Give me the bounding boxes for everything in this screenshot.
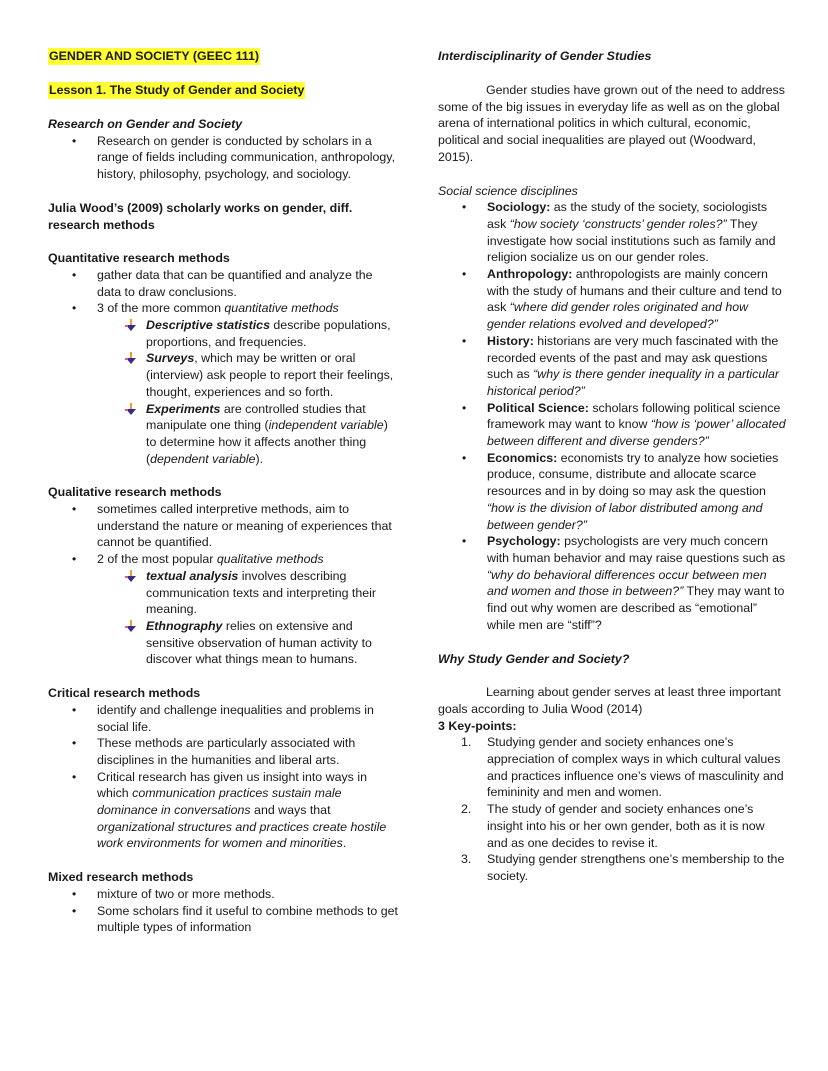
list-item: • Critical research has given us insight into ways in which communication practices sustain male dominance in conversations and ways that organizational structures and practices create hostile work environments for women and minorities. bbox=[72, 769, 387, 851]
quantitative-list bbox=[48, 267, 398, 317]
list-item: • Economics: economists try to analyze how societies produce, consume, distribute and allocate scarce resources and in by doing so may ask the question “how is the division of labor distributed among and between gender?” bbox=[462, 450, 779, 532]
arrow-down-icon bbox=[125, 570, 137, 582]
arrow-down-icon bbox=[125, 319, 137, 331]
list-item: • Anthropology: anthropologists are mainly concern with the study of humans and their culture and tend to ask “where did gender roles originated and how gender relations evolved and developed?” bbox=[462, 267, 782, 332]
social-science-heading: Social science disciplines bbox=[438, 183, 578, 198]
bullet-icon: • bbox=[72, 301, 77, 316]
list-item: • mixture of two or more methods. bbox=[72, 886, 275, 901]
bullet-icon: • bbox=[72, 133, 77, 148]
bullet-icon: • bbox=[462, 267, 467, 282]
arrow-down-icon bbox=[125, 620, 137, 632]
left-column bbox=[48, 48, 398, 936]
qualitative-methods-list bbox=[48, 568, 398, 668]
list-item: • 3 of the more common quantitative methods bbox=[72, 301, 339, 316]
document-title bbox=[48, 48, 398, 65]
right-column bbox=[438, 48, 788, 885]
list-item: 3. Studying gender strengthens one’s membership to the society. bbox=[461, 852, 785, 883]
bullet-icon: • bbox=[72, 769, 77, 784]
list-item: Descriptive statistics describe populations, proportions, and frequencies. bbox=[97, 317, 398, 350]
mixed-heading: Mixed research methods bbox=[48, 870, 194, 885]
list-item: • Research on gender is conducted by scholars in a range of fields including communication, anthropology, history, philosophy, psychology, and sociology. bbox=[72, 133, 396, 182]
list-item: • History: historians are very much fascinated with the recorded events of the past and may ask questions such as “why is there gender inequality in a particular historical period?” bbox=[462, 333, 780, 398]
research-list bbox=[48, 133, 398, 183]
bullet-icon: • bbox=[462, 534, 467, 549]
list-number: 2. bbox=[461, 802, 472, 817]
arrow-down-icon bbox=[125, 403, 137, 415]
qualitative-heading: Qualitative research methods bbox=[48, 485, 222, 500]
list-item: • gather data that can be quantified and analyze the data to draw conclusions. bbox=[72, 267, 373, 299]
lesson-title-text: Lesson 1. The Study of Gender and Society bbox=[49, 83, 305, 97]
disciplines-list bbox=[438, 199, 788, 633]
list-item: Ethnography relies on extensive and sensitive observation of human activity to discover what things mean to humans. bbox=[97, 618, 398, 668]
list-item: • These methods are particularly associated with disciplines in the humanities and liberal arts. bbox=[72, 736, 356, 767]
bullet-icon: • bbox=[72, 267, 77, 282]
bullet-icon: • bbox=[462, 400, 467, 415]
list-item: • Psychology: psychologists are very much concern with human behavior and may raise questions such as “why do behavioral differences occur between men and women and those in between?” They may want to find out why women are described as “emotional” while men are “stiff”? bbox=[462, 534, 786, 632]
list-item: 1. Studying gender and society enhances one’s appreciation of complex ways in which cultural values and practices influence one’s views of masculinity and femininity and men and women. bbox=[461, 735, 784, 800]
bullet-icon: • bbox=[72, 886, 77, 901]
arrow-down-icon bbox=[125, 352, 137, 364]
list-item: • Sociology: as the study of the society, sociologists ask “how society ‘constructs’ gender roles?” They investigate how social institutions such as family and religion socialize us on our gender roles. bbox=[462, 200, 776, 265]
bullet-icon: • bbox=[462, 333, 467, 348]
list-item: Surveys, which may be written or oral (interview) ask people to report their feelings, thought, experiences and so forth. bbox=[97, 350, 398, 400]
bullet-icon: • bbox=[462, 450, 467, 465]
list-item: • sometimes called interpretive methods, aim to understand the nature or meaning of experiences that cannot be quantified. bbox=[72, 502, 392, 550]
critical-list bbox=[48, 702, 398, 852]
lesson-title bbox=[48, 82, 398, 99]
qualitative-list bbox=[48, 501, 398, 568]
critical-heading: Critical research methods bbox=[48, 686, 201, 701]
document-title-text: GENDER AND SOCIETY (GEEC 111) bbox=[49, 49, 260, 63]
list-item: 2. The study of gender and society enhances one’s insight into his or her own gender, both as it is now and as one decides to revise it. bbox=[461, 802, 765, 850]
bullet-icon: • bbox=[462, 200, 467, 215]
interdisciplinarity-paragraph: Gender studies have grown out of the need to address some of the big issues in everyday life as well as on the global arena of international politics in which cultural, economic, political and social inequalities are played out (Woodward, 2015). bbox=[438, 83, 785, 164]
mixed-list bbox=[48, 886, 398, 936]
why-study-heading: Why Study Gender and Society? bbox=[438, 651, 630, 666]
list-number: 3. bbox=[461, 852, 472, 867]
list-item: textual analysis involves describing communication texts and interpreting their meaning. bbox=[97, 568, 398, 618]
quantitative-methods-list bbox=[48, 317, 398, 467]
julia-wood-heading: Julia Wood’s (2009) scholarly works on gender, diff. research methods bbox=[48, 200, 353, 232]
list-item: Experiments are controlled studies that manipulate one thing (independent variable) to determine how it affects another thing (dependent variable). bbox=[97, 401, 398, 468]
list-item: • 2 of the most popular qualitative methods bbox=[72, 552, 324, 567]
why-study-paragraph: Learning about gender serves at least three important goals according to Julia Wood (2014) bbox=[438, 685, 781, 716]
quantitative-heading: Quantitative research methods bbox=[48, 251, 230, 266]
interdisciplinarity-heading: Interdisciplinarity of Gender Studies bbox=[438, 49, 652, 63]
keypoints-list bbox=[438, 734, 788, 884]
bullet-icon: • bbox=[72, 552, 77, 567]
list-item: • identify and challenge inequalities and problems in social life. bbox=[72, 702, 374, 734]
bullet-icon: • bbox=[72, 702, 77, 717]
list-item: • Some scholars find it useful to combine methods to get multiple types of information bbox=[72, 903, 398, 935]
list-number: 1. bbox=[461, 735, 472, 750]
list-item: • Political Science: scholars following political science framework may want to know “how is ‘power’ allocated between different and diverse genders?” bbox=[462, 400, 786, 449]
bullet-icon: • bbox=[72, 502, 77, 517]
research-heading: Research on Gender and Society bbox=[48, 117, 243, 131]
keypoints-label: 3 Key-points: bbox=[438, 718, 517, 733]
bullet-icon: • bbox=[72, 736, 77, 751]
bullet-icon: • bbox=[72, 903, 77, 918]
